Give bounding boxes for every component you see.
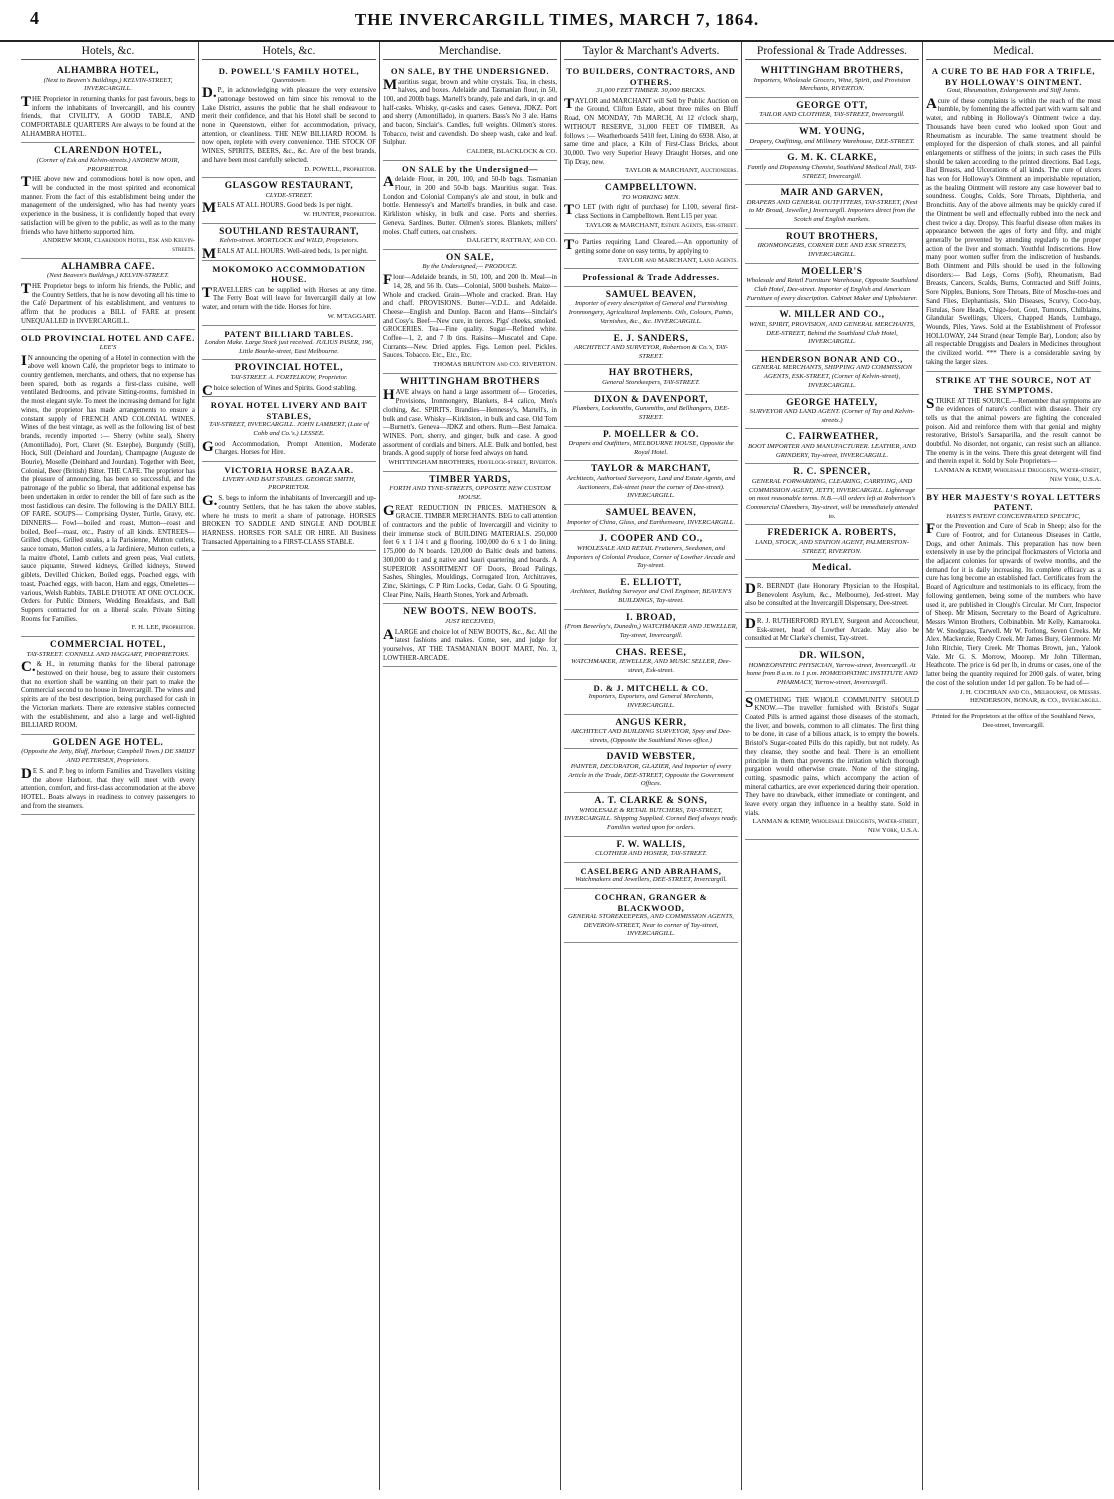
- ad-title: J. COOPER AND CO.,: [599, 534, 703, 545]
- advertisement: [564, 793, 738, 837]
- ad-title: TO BUILDERS, CONTRACTORS, AND OTHERS.: [566, 66, 736, 87]
- ad-title: GEORGE HATELY,: [786, 397, 878, 408]
- page-number: 4: [30, 8, 39, 28]
- advertisement: [564, 837, 738, 863]
- ad-subtitle: WINE, SPIRIT, PROVISION, AND GENERAL MERCHANTS, DEE-STREET, Behind the Southland Club Hotel, INVERCARGILL.: [749, 320, 915, 346]
- ad-body: TAYLOR and MARCHANT will Sell by Public Auction on the Ground, Clifton Estate, about three miles on Bluff Road, ON MONDAY, 7th MARCH, At 12 o'clock sharp, WITHOUT RESERVE, 31,000 FEET OF TIMBER. As follows :— Weatherboards 5410 feet, Lining do 6938. Also, at same time and place, a Kiln of First-Class Bricks, about 30,000. Two very Superior Heavy Draught Horses, and one Tip Dray, new.: [564, 95, 738, 166]
- advertisement: [564, 269, 738, 287]
- ad-body: For the Prevention and Cure of Scab in Sheep; also for the Cure of Footrot, and for Cutaneous Diseases in Cattle, Dogs, and other Animals. This preparation has now been extensively in use by the principal flockmasters of Victoria and the adjacent colonies for upwards of twelve months, and the demand for it is daily increasing. Its complete efficacy as a cure has long become an established fact. Certificates from the Board of Agriculture and testimonials to its efficacy, from the following gentlemen, being some of the numbers who have used it, are published in Clough's Circular. Mr Curr, Inspector of Sheep. Mr Mitson, Secretary to the Board of Agriculture. Messrs Winton Brothers, Colbinabbin. Mr Kelly, Kamarooka. Mr W. Snodgrass, Tarwell. Mr W. Forlong, Seven Creeks. Mr Alex. Mackenzie, Reedy Creek. Mr James Bury, Glenmore. Mr John Ritchie, Tiery Creek. Mr Thomas Brown, jun., Yalook Vale. Mr G. S. Morrow, Moorep. Mr John Tillerman, Heathcote. The price is 6d per lb, in drums or cases, one of the latter being the quantity required for 2000 gals. of water, bring the cost of the solution under 1d per gallon. To be had of—: [926, 521, 1101, 687]
- advertisement: [745, 150, 919, 185]
- ad-subtitle: ARCHITECT AND SURVEYOR, Robertson & Co.'s, TAY-STREET.: [574, 344, 728, 360]
- ad-subtitle: Drapery, Outfitting, and Millinery Warehouse, DEE-STREET.: [749, 137, 915, 145]
- advertisement: [202, 462, 376, 551]
- ad-title: ALHAMBRA HOTEL,: [56, 66, 160, 76]
- ad-subtitle: (From Beverley's, Dunedin,) WATCHMAKER AND JEWELLER, Tay-street, Invercargill.: [564, 623, 738, 640]
- ad-body: Flour—Adelaide brands, in 50, 100, and 200 lb. Meal—in 14, 28, and 56 lb. Oats—Colonial, 5000 bushels. Maize—Whole and cracked. Grain—Whole and cracked. Bran. Hay and chaff. PROVISIONS. Butter—V.D.L. and Adelaide. Cheese—English and Dunlop. Bacon and Hams—Sinclair's and Cosy's. Beef—New cure, in tierces. Pigs' cheeks, smoked. GROCERIES. Tea—Fine quality. Sugar—Refined white. Coffee—1, 2, and 7 lb tins. Raisins—Muscatel and Cape. Currants—New. Dried apples. Figs. Lemon peel. Pickles. Sauces. Tobacco. Etc., Etc., Etc.: [383, 272, 557, 360]
- ad-subtitle: IRONMONGERS, CORNER DEE AND ESK STREETS, INVERCARGILL.: [757, 242, 907, 259]
- advertisement: [21, 735, 195, 815]
- advertisement: [564, 331, 738, 366]
- advertisement: [202, 326, 376, 361]
- ad-title: COCHRAN, GRANGER & BLACKWOOD,: [594, 892, 708, 913]
- column-6: [923, 42, 1104, 1490]
- ad-signature: D. POWELL, Proprietor.: [304, 165, 376, 173]
- ad-signature: THOMAS BRUNTON and CO. RIVERTON.: [433, 361, 557, 369]
- advertisement: [564, 749, 738, 793]
- ad-title: MAIR AND GARVEN,: [780, 188, 884, 199]
- ad-subtitle: CLYDE-STREET.: [265, 191, 313, 199]
- ad-title: E. J. SANDERS,: [613, 333, 689, 344]
- ad-subtitle: 31,000 FEET TIMBER. 30,000 BRICKS.: [596, 87, 706, 94]
- ad-body: MEALS AT ALL HOURS. Well-aired beds, 1s per night.: [202, 246, 368, 263]
- ad-subtitle: Wholesale and Retail Furniture Warehouse, Opposite Southland Club Hotel, Dee-street. Importer of English and American Furniture of every description. Cabinet Maker and Upholsterer.: [746, 277, 918, 302]
- advertisement: [383, 604, 557, 667]
- advertisement: [745, 578, 919, 613]
- advertisement: [202, 397, 376, 462]
- advertisement: [383, 472, 557, 605]
- ad-subtitle: CLOTHIER AND HOSIER, TAY-STREET.: [595, 850, 707, 858]
- ad-body: C.& H., in returning thanks for the liberal patronage bestowed on their house, beg to assure their customers that no exertion shall be wanting on their part to make the Commercial second to no house in Invercargill. The wines and spirits are of the best description, being purchased for cash in the Victorian markets. There are extensive stables connected with the establishment, and also a large and well-lighted BILLIARD ROOM.: [21, 659, 195, 730]
- advertisement: [564, 63, 738, 180]
- ad-signature: W. M'TAGGART.: [327, 312, 376, 320]
- ad-subtitle: PAINTER, DECORATOR, GLAZIER, And Importer of every Article in the Trade, DEE-STREET, Opposite the Government Offices.: [568, 762, 734, 788]
- ad-body: G.S. begs to inform the inhabitants of Invercargill and up-country Settlers, that he has taken the above stables, where he trusts to merit a share of patronage. HORSES BROKEN TO SADDLE AND SINGLE AND DOUBLE HARNESS. HORSES FOR SALE OR HIRE. All Business Transacted Appertaining to a FIRST-CLASS STABLE.: [202, 493, 376, 546]
- ad-title: BY HER MAJESTY'S ROYAL LETTERS PATENT.: [926, 491, 1101, 513]
- newspaper-title: THE INVERCARGILL TIMES, MARCH 7, 1864.: [354, 10, 760, 29]
- ad-title: DR. WILSON,: [799, 651, 865, 662]
- column-2: [199, 42, 380, 1490]
- ad-subtitle: Importers, Exporters, and General Merchants, INVERCARGILL.: [588, 693, 714, 709]
- ad-title: MOELLER'S: [801, 266, 863, 277]
- ad-body: TRAVELLERS can be supplied with Horses at any time. The Ferry Boat will leave for Invercargill daily at low water, and return with the tide. Horses for hire.: [202, 284, 376, 312]
- ad-signature: LANMAN & KEMP, Wholesale Druggists, Water-street, New York, U.S.A.: [752, 818, 919, 835]
- ad-title: Professional & Trade Addresses.: [582, 272, 720, 283]
- ad-signature: DALGETY, RATTRAY, and CO.: [466, 237, 557, 245]
- ad-title: DIXON & DAVENPORT,: [593, 394, 709, 405]
- ad-body: THE Proprietor in returning thanks for past favours, begs to inform the inhabitants of Invercargill, and his country friends, that CIVILITY, A GOOD TABLE, AND COMFORTABLE QUARTERS Are always to be found at the ALHAMBRA HOTEL.: [21, 93, 195, 138]
- ad-title: DAVID WEBSTER,: [606, 752, 696, 763]
- ad-body: THE Proprietor begs to inform his friends, the Public, and the Country Settlers, that he is now devoting all his time to the Café Department of his establishment, and ventures to affirm that he produces a BILL of FARE at present UNEQUALLED in INVERCARGILL.: [21, 280, 195, 325]
- ad-subtitle: LEE'S: [99, 343, 117, 351]
- ad-subtitle: GENERAL STOREKEEPERS, AND COMMISSION AGENTS, DEVERON-STREET, Near to corner of Tay-street, INVERCARGILL.: [568, 913, 734, 938]
- ad-subtitle: Architects, Authorised Surveyors, Land and Estate Agents, and Auctioneers, Esk-street (near the corner of Dee-street). INVERCARGILL.: [566, 474, 736, 500]
- ad-body: Acure of these complaints is within the reach of the most humble, by fomenting the affected part with warm salt and water, and rubbing in Holloway's Ointment twice a day. Thousands have been cured who looked upon Gout and Rheumatism as incurable. The same treatment should be employed for the dispersion of chalk stones, and all painful enlargements or stiffness of the joints; in such cases the Pills should be taken according to the printed directions. Bad Legs, Bad Breasts, and Ulcerations of all kinds. The cure of ulcers has won for Holloway's Ointment an imperishable reputation, as the healing Ointment will restore any case however bad to soundness. Coughs, Colds, Sore Throats, Diphtheria, and Bronchitis. Any of the above ailments may be quickly cured if the Ointment be well and effectually rubbed into the neck and chest twice a day. Dropsy. This fearful disease often makes its appearance between the ages of forty and fifty, and might generally be prevented by attending regularly to the proper action of the liver and stomach. Youthful Indiscretions. How many poor women suffer from the indiscretion of husbands. Both Ointment and Pills should be used in the following disorders:— Bad Legs, Corns (Soft), Rheumatism, Bad Breasts, Cancers, Scalds, Burns, Contracted and Stiff Joints, Sore Nipples, Bunions, Sore Throats, Bite of Mosche-toes and Sand Flies, Elephantiasis, Skin Diseases, Scurvy, Coco-bay, Fistulas, Sore Heads, Chigo-foot, Gout, Tumours, Chilblains, Glandular Swellings, Ulcers, Chapped Hands, Lumbago, Wounds, Piles, Yaws. Sold at the Establishment of Professor HOLLOWAY, 244 Strand (near Temple Bar), London; also by all respectable Druggists and Dealers in Medicines throughout the civilized world. *** There is a considerable saving by taking the larger sizes.: [926, 95, 1101, 366]
- ad-body: Good Accommodation, Prompt Attention, Moderate Charges. Horses for Hire.: [202, 438, 376, 457]
- ad-title: ROYAL HOTEL LIVERY AND BAIT STABLES,: [210, 400, 368, 421]
- ad-title: D. POWELL'S FAMILY HOTEL,: [218, 66, 360, 76]
- printer-imprint: Printed for the Proprietors at the office of the Southland News, Dee-street, Invercargill.: [931, 713, 1096, 729]
- ad-title: ANGUS KERR,: [615, 717, 687, 728]
- ad-subtitle: Architect, Building Surveyor and Civil Engineer, BEAVEN'S BUILDINGS, Tay-street.: [570, 588, 732, 605]
- advertisement: [202, 261, 376, 326]
- ad-subtitle: FORTH AND TYNE-STREETS, OPPOSITE NEW CUSTOM HOUSE.: [389, 485, 551, 501]
- newspaper-columns: [18, 42, 1104, 1490]
- ad-subtitle: WHOLESALE AND RETAIL Fruiterers, Seedsmen, and Importers of Colonial Produce, Corner of Lowther Arcade and Tay-street.: [566, 544, 736, 570]
- ad-signature: CALDER, BLACKLOCK & CO.: [466, 148, 557, 156]
- ad-signature: TAYLOR and MARCHANT, Land Agents.: [617, 256, 738, 264]
- ad-title: G. M. K. CLARKE,: [787, 153, 877, 164]
- ad-subtitle: Kelvin-street. MORTLOCK and WILD, Proprietors.: [219, 237, 359, 245]
- advertisement: [564, 427, 738, 462]
- ad-title: WHITTINGHAM BROTHERS: [400, 376, 540, 387]
- ad-subtitle: Drapers and Outfitters, MELBOURNE HOUSE, Opposite the Royal Hotel.: [568, 440, 734, 456]
- ad-title: ON SALE,: [445, 252, 495, 263]
- ad-subtitle: LAND, STOCK, AND STATION AGENT, PALMERSTON-STREET, RIVERTON.: [755, 538, 909, 555]
- ad-title: ON SALE, BY THE UNDERSIGNED.: [390, 66, 550, 76]
- advertisement: [21, 330, 195, 637]
- ad-title: STRIKE AT THE SOURCE, NOT AT THE SYMPTOMS.: [935, 374, 1092, 395]
- ad-subtitle: (Next Beaven's Buildings,) KELVIN-STREET.: [47, 272, 169, 280]
- advertisement: [926, 489, 1101, 710]
- ad-subtitle: Plumbers, Locksmiths, Gunsmiths, and Bellhangers, DEE-STREET.: [572, 405, 730, 421]
- ad-body: ALARGE and choice lot of NEW BOOTS, &c., &c. All the latest fashions and makes. Come, see, and judge for yourselves, AT THE TASMANIAN BOOT MART, No. 3, LOWTHER-ARCADE.: [383, 626, 557, 662]
- ad-title: A. T. CLARKE & SONS,: [594, 796, 708, 807]
- ad-signature: TAYLOR & MARCHANT, Estate Agents, Esk-street.: [585, 221, 738, 229]
- ad-title: PATENT BILLIARD TABLES.: [224, 328, 354, 339]
- ad-body: IN announcing the opening of a Hotel in connection with the above well known Café, the proprietor begs to intimate to country gentlemen, merchants, and others, that no expense has been spared, both as regards a first-class cuisine, well ventilated Bedrooms, and private Sitting-rooms, furnished in the most elegant style. To meet the increasing demand for light wines, the proprietor has made arrangements to ensure a constant supply of FRENCH AND COLONIAL WINES. Wines of the best vintage, as well as the following list of best brands, recently imported :— Sherry (white seal), Sherry (Amontillado), Port, Claret (St. Estephe), Burgundy (Still), Hock, Still (Deinhard and Jourdan), Champagne (Auguste de Bourie), Moselle (Deinhard and Jourdan). Together with Beer, Colonial, Beer (British) Bitter. THE CAFE. The proprietor has the pleasure of announcing, has been so successful, and the patronage of the public so liberal, that additional expense has been undertaken in order to render the bill of fare such as the most fastidious can desire. The following is the DAILY BILL OF FARE. SOUPS— Comprising Oyster, Turtle, Gravy, etc. DINNERS— Fowl—boiled and roast, Mutton—roast and boiled, Beef—roast, etc., Pastry of all kinds. ENTREES— Grilled chops, Grilled steaks, a la Parisienne, Mutton cutlets, sauce tomato, Mutton cutlets, a la Jardiniere, Mutton cutlets, a la maitre d'hotel, Lamb cutlets and green peas, Veal cutlets, sauce piquante, Stewed kidneys, Grilled kidneys, Stewed giblets, Devilled Chicken, Boiled eggs, Poached eggs, with toast, Poached eggs, with bacon, Ham and eggs, Omelettes—various, Welsh Rabbits. TABLE D'HOTE AT ONE O'CLOCK. Orders for Public Dinners, Wedding Breakfasts, and Ball Suppers contracted for on a liberal scale. Private Sitting Rooms for Families.: [21, 352, 195, 623]
- ad-subtitle: Importers, Wholesale Grocers, Wine, Spirit, and Provision Merchants, RIVERTON.: [753, 76, 911, 93]
- advertisement: [564, 234, 738, 269]
- section-heading: Taylor & Marchant's Adverts.: [564, 44, 738, 60]
- ad-body: To Parties requiring Land Cleared.—An opportunity of getting some done on easy terms, by applying to: [564, 237, 738, 256]
- ad-subtitle: SURVEYOR AND LAND AGENT. (Corner of Tay and Kelvin-streets.): [749, 408, 915, 424]
- ad-subtitle: TO WORKING MEN.: [621, 193, 681, 201]
- advertisement: [564, 365, 738, 391]
- ad-subtitle: London Make. Large Stock just received. JULIUS PASER, 196, Little Bourke-street, East Melbourne.: [204, 339, 374, 355]
- ad-title: FREDERICK A. ROBERTS,: [767, 528, 897, 539]
- advertisement: [564, 180, 738, 234]
- advertisement: [564, 531, 738, 575]
- advertisement: [745, 98, 919, 124]
- ad-title: NEW BOOTS. NEW BOOTS.: [403, 607, 537, 618]
- advertisement: [564, 392, 738, 427]
- advertisement: [745, 692, 919, 840]
- ad-title: MOKOMOKO ACCOMMODATION HOUSE.: [212, 263, 366, 285]
- ad-title: P. MOELLER & CO.: [603, 429, 699, 440]
- ad-subtitle: (Next to Beaven's Buildings,) KELVIN-STREET, INVERCARGILL.: [43, 76, 173, 93]
- ad-body: SOMETHING THE WHOLE COMMUNITY SHOULD KNOW.—The traveller furnished with Bristol's Sugar Coated Pills is armed against those diseases of the stomach, the liver, and bowels, common to all climates. The first thing to be done, in case of a bilious attack, is to empty the bowels. Bristol's Sugar-coated Pills do this rapidly, but not rudely. As they cleanse, they soothe and heal. There is an emollient principle in them that prevents the irritation which thorough purgation would otherwise create. None of the stinging, cutting, spasmodic pains, which accompany the action of mineral cathartics, are ever experienced during their operation. They have no drawback, either immediate or contingent, and leave every organ they influence in a healthy state. Sold in vials.: [745, 694, 919, 817]
- ad-title: D. & J. MITCHELL & CO.: [593, 682, 709, 693]
- column-4: [561, 42, 742, 1490]
- advertisement: [21, 259, 195, 331]
- ad-body: TO LET (with right of purchase) for L100, several first-class Sections in Campbelltown. Rent L15 per year.: [564, 202, 738, 220]
- ad-title: PROVINCIAL HOTEL,: [234, 363, 344, 374]
- ad-subtitle: TAY-STREET, INVERCARGILL. JOHN LAMBERT, (Late of Cobb and Co.'s.) LESSEE.: [209, 421, 369, 438]
- ad-subtitle: BOOT IMPORTER AND MANUFACTURER. LEATHER, AND GRINDERY, Tay-street, INVERCARGILL.: [747, 442, 917, 459]
- ad-body: GREAT REDUCTION IN PRICES. MATHESON & GRACIE. TIMBER MERCHANTS. BEG to call attention of contractors and the public of Invercargill and vicinity to their immense stock of BUILDING MATERIALS. 250,000 feet 6 x 1 1/4 t and g flooring. 100,000 do 6 x 1 do lining. 175,000 do N boards. 120,000 do Baltic deals and battens. 300,000 do t and g native and kauri quartering and boards. A SUPERIOR ASSORTMENT OF Doors, Broad Palings, Sashes, Shingles, Mouldings, Corrugated Iron, Architraves, Zinc, Skirtings, C P Rim Locks, Cedar, Galv. O G Spouting, Clear Pine, Nails, Hearth Stones, York and Arbroath.: [383, 502, 557, 599]
- ad-subtitle: DRAPERS AND GENERAL OUTFITTERS, TAY-STREET, (Next to Mr Broad, Jeweller,) Invercargill. Importers direct from the Scotch and English markets.: [746, 198, 918, 224]
- ad-title: SOUTHLAND RESTAURANT,: [219, 226, 359, 237]
- ad-title: ON SALE by the Undersigned—: [401, 163, 539, 174]
- ad-subtitle: LIVERY AND BAIT STABLES. GEORGE SMITH, PROPRIETOR.: [222, 475, 356, 492]
- column-3: [380, 42, 561, 1490]
- ad-title: TAYLOR & MARCHANT,: [591, 464, 711, 475]
- advertisement: [745, 124, 919, 150]
- advertisement: [21, 143, 195, 258]
- ad-body: STRIKE AT THE SOURCE.—Remember that symptoms are the evidences of nature's conflict with disease. Their cry tells us that the animal powers are fighting the concealed poison. Aid and reinforce them with that genial and mighty restorative, Bristol's Sarsaparilla, and the result cannot be doubtful. No disorder, not organic, can resist such an alliance. The enemy is in the veins. There this great detergent will find and therein expel it. Sold by Sole Proprietors—: [926, 395, 1101, 466]
- ad-body: Mauritius sugar, brown and white crystals. Tea, in chests, halves, and boxes. Adelaide and Tasmanian flour, in 50, 100, and 200lb bags. Martell's brandy, pale and dark, in qr. and half-casks. Whisky, qr-casks and cases. Geneva, JDKZ. Port and sherry (Amontillado), in quarters. Bass's No 3 ale. Hams and bacon, Sinclair's. Candles, full weights. Oilmen's stores. Tobacco, twist and cavendish. Do sheep wash, cake and leaf. Sulphur.: [383, 76, 557, 147]
- advertisement: [564, 505, 738, 531]
- ad-signature: LANMAN & KEMP, Wholesale Druggists, Water-street, New York, U.S.A.: [934, 467, 1101, 483]
- ad-signature: WHITTINGHAM BROTHERS, Havelock-street, Riverton.: [388, 459, 557, 467]
- ad-title: C. FAIRWEATHER,: [785, 432, 879, 443]
- ad-signature: W. HUNTER, Proprietor.: [303, 211, 376, 219]
- advertisement: [564, 461, 738, 505]
- ad-title: TIMBER YARDS,: [429, 474, 511, 485]
- advertisement: [926, 63, 1101, 372]
- ad-subtitle: ARCHITECT AND BUILDING SURVEYOR, Spey and Dee-streets, (Opposite the Southland News office.): [570, 728, 732, 744]
- ad-subtitle: WHOLESALE & RETAIL BUTCHERS, TAY-STREET, INVERCARGILL. Shipping Supplied. Corned Beef always ready. Families waited upon for orders.: [564, 806, 738, 831]
- ad-subtitle: TAY-STREET. A. FORTELKOW, Proprietor.: [230, 373, 348, 381]
- advertisement: [745, 229, 919, 264]
- ad-subtitle: JUST RECEIVED,: [444, 617, 496, 625]
- ad-title: W. MILLER AND CO.,: [779, 310, 885, 321]
- ad-body: Choice selection of Wines and Spirits. Good stabling.: [202, 382, 357, 399]
- advertisement: [202, 360, 376, 397]
- advertisement: [564, 610, 738, 645]
- ad-subtitle: Importer of China, Glass, and Earthenware, INVERCARGILL.: [566, 518, 736, 526]
- advertisement: [745, 264, 919, 308]
- advertisement: [202, 63, 376, 178]
- ad-title: I. BROAD,: [626, 612, 676, 623]
- section-heading: Hotels, &c.: [21, 44, 195, 60]
- ad-subtitle: GENERAL MERCHANTS, SHIPPING AND COMMISSION AGENTS, ESK-STREET, (Corner of Kelvin-street), INVERCARGILL.: [751, 364, 913, 389]
- ad-title: OLD PROVINCIAL HOTEL AND CAFE.: [21, 333, 195, 344]
- advertisement: [564, 715, 738, 750]
- ad-body: D.P., in acknowledging with pleasure the very extensive patronage bestowed on him since his removal to the Lake District, assures the public that he shall endeavour to merit their confidence, and that his Hotel shall be second to none in Queenstown, either for accommodation, privacy, attention, or cleanliness. THE NEW BILLIARD ROOM. Is now open, replete with every convenience. THE STOCK OF WINES, SPIRITS, BEERS, &c., &c. Are of the best brands, and have been most carefully selected.: [202, 85, 376, 164]
- ad-title: WHITTINGHAM BROTHERS,: [760, 66, 904, 76]
- ad-title: GLASGOW RESTAURANT,: [224, 181, 354, 192]
- ad-signature: ANDREW MOIR, Clarendon Hotel, Esk and Kelvin-streets.: [42, 237, 195, 253]
- ad-title: HAY BROTHERS,: [608, 368, 694, 379]
- ad-subtitle: Watchmakers and Jewellers, DEE-STREET, Invercargill.: [575, 876, 727, 884]
- advertisement: [383, 250, 557, 374]
- section-heading: Professional & Trade Addresses.: [745, 44, 919, 60]
- ad-title: CASELBERG AND ABRAHAMS,: [580, 865, 722, 876]
- advertisement: [745, 613, 919, 648]
- ad-body: DR. J. RUTHERFORD RYLEY, Surgeon and Accoucheur, Esk-street, head of Lowther Arcade. May also be consulted at Mr Clarke's chemist, Tay-street.: [745, 615, 919, 643]
- advertisement: [745, 429, 919, 464]
- advertisement: [564, 645, 738, 680]
- ad-subtitle: HOMŒOPATHIC PHYSICIAN, Yarrow-street, Invercargill. At home from 8 a.m. to 1 p.m. HOMŒOPATHIC INSTITUTE AND PHARMACY, Yarrow-street, Invercargill.: [746, 661, 918, 686]
- column-1: [18, 42, 199, 1490]
- ad-title: SAMUEL BEAVEN,: [605, 289, 697, 300]
- ad-subtitle: GENERAL FORWARDING, CLEARING, CARRYING, AND COMMISSION AGENT, JETTY, INVERCARGILL. Lighterage on most reasonable terms. N.B.—All orders left at Robertson's Commercial Chambers, Tay-street, will be immediately attended to.: [746, 477, 918, 520]
- ad-body: DE S. and P. beg to inform Families and Travellers visiting the above Harbour, that they will meet with every attention, comfort, and first-class accommodation at the above HOTEL. Boats always in readiness to convey passengers to and from the steamers.: [21, 765, 195, 810]
- advertisement: [745, 560, 919, 578]
- ad-subtitle: TAY-STREET. CONNELL AND HAGGART, PROPRIETORS.: [26, 650, 190, 658]
- ad-subtitle: By the Undersigned,— PRODUCE.: [422, 263, 518, 271]
- ad-subtitle: General Storekeepers, TAY-STREET.: [602, 378, 700, 386]
- ad-signature: J. H. COCHRAN and Co., Melbourne, or Messrs. HENDERSON, BONAR, & CO., Invercargill.: [959, 688, 1101, 705]
- section-heading: Merchandise.: [383, 44, 557, 60]
- ad-title: CAMPBELLTOWN.: [605, 183, 697, 194]
- masthead: [0, 0, 1114, 42]
- ad-title: VICTORIA HORSE BAZAAR.: [224, 465, 354, 476]
- ad-title: ALHAMBRA CAFE.: [61, 261, 155, 272]
- advertisement: [202, 224, 376, 261]
- ad-title: WM. YOUNG,: [799, 127, 865, 138]
- column-5: [742, 42, 923, 1490]
- ad-subtitle: HAYES'S PATENT CONCENTRATED SPECIFIC,: [946, 512, 1081, 520]
- ad-title: SAMUEL BEAVEN,: [605, 508, 697, 519]
- advertisement: [564, 863, 738, 889]
- ad-title: A CURE TO BE HAD FOR A TRIFLE, BY HOLLOWAY'S OINTMENT.: [931, 66, 1096, 87]
- advertisement: [745, 63, 919, 98]
- ad-title: GOLDEN AGE HOTEL.: [52, 737, 164, 748]
- section-heading: Hotels, &c.: [202, 44, 376, 60]
- advertisement: [202, 178, 376, 224]
- advertisement: [383, 374, 557, 472]
- ad-title: R. C. SPENCER,: [793, 467, 871, 478]
- ad-body: Adelaide Flour, in 200, 100, and 50-lb bags. Tasmanian Flour, in 200 and 50-lb bags. Mauritius sugar. Teas. London and Colonial Company's ale and stout, in bulk and bottle. Hennessy's and Martell's brandies, in bulk and case. Kirkliston whisky, in bulk and case. Ports and sherries. Geneva. Sardines. Butter. Oilmen's stores. Blankets, millers' moles. Chaff cutters, oat crushers.: [383, 174, 557, 236]
- ad-title: F. W. WALLIS,: [616, 839, 686, 850]
- advertisement: [564, 287, 738, 331]
- section-heading: Medical.: [926, 44, 1101, 60]
- ad-body: DR. BERNDT (late Honorary Physician to the Hospital, Benevolent Asylum, &c., Melbourne), Jed-street. May also be consulted at the Invercargill Dispensary, Dee-street.: [745, 580, 919, 608]
- ad-subtitle: Queenstown.: [271, 76, 307, 84]
- ad-title: E. ELLIOTT,: [620, 577, 682, 588]
- advertisement: [21, 637, 195, 735]
- ad-subtitle: (Opposite the Jetty, Bluff, Harbour, Campbell Town.) DE SMIDT AND PETERSEN, Proprietors.: [21, 748, 195, 765]
- advertisement: [745, 648, 919, 692]
- ad-title: CLARENDON HOTEL,: [53, 146, 163, 157]
- ad-title: CHAS. REESE,: [615, 647, 687, 658]
- ad-title: GEORGE OTT,: [796, 100, 868, 111]
- advertisement: [383, 161, 557, 250]
- ad-body: THE above new and commodious hotel is now open, and will be conducted in the most spirited and economical manner. From the fact of this establishment being under the management of the undersigned, who has had twenty years experience in the business, it is confidently hoped that every satisfaction will be given to the public, as well as to the many friends who have hitherto supported him.: [21, 174, 195, 236]
- ad-signature: TAYLOR & MARCHANT, Auctioneers.: [625, 167, 738, 175]
- ad-signature: F. H. LEE, Proprietor.: [131, 624, 195, 632]
- ad-title: HENDERSON BONAR AND CO.,: [761, 353, 903, 364]
- ad-subtitle: (Corner of Esk and Kelvin-streets.) ANDREW MOIR, PROPRIETOR.: [36, 156, 180, 173]
- advertisement: [564, 889, 738, 943]
- ad-subtitle: Gout, Rheumatism, Enlargements and Stiff Joints.: [946, 87, 1081, 94]
- advertisement: [745, 395, 919, 430]
- ad-subtitle: Family and Dispensing Chemist, Southland Medical Hall, TAY-STREET, Invercargill.: [747, 163, 917, 180]
- advertisement: [564, 680, 738, 715]
- ad-body: MEALS AT ALL HOURS. Good beds 1s per night.: [202, 200, 353, 217]
- advertisement: [926, 372, 1101, 489]
- ad-title: Medical.: [812, 563, 852, 574]
- ad-body: HAVE always on hand a large assortment of— Groceries, Provisions, Ironmongery, Blankets, 8-4 calico, Men's clothing, &c. SPIRITS. Brandies—Hennessy's, Martell's, in bulk and case. Whisky—Kirkliston, in bulk and case. Old Tom—Burnett's. Geneva—JDKZ and others. Rum—Best Jamaica. WINES. Port, sherry, and ginger, bulk and case. A good assortment of cordials and bitters. ALE. Bulk and bottled, best brands. A good supply of horse feed always on hand.: [383, 387, 557, 458]
- ad-title: ROUT BROTHERS,: [785, 231, 879, 242]
- advertisement: [745, 351, 919, 395]
- advertisement: [745, 525, 919, 560]
- advertisement: [745, 307, 919, 351]
- ad-title: COMMERCIAL HOTEL,: [50, 640, 166, 651]
- advertisement: [383, 63, 557, 161]
- advertisement: [21, 63, 195, 143]
- advertisement: [745, 185, 919, 229]
- ad-subtitle: WATCHMAKER, JEWELLER, AND MUSIC SELLER, Dee-street, Esk-street.: [571, 658, 731, 674]
- advertisement: [564, 575, 738, 610]
- advertisement: [745, 464, 919, 525]
- ad-subtitle: Importer of every description of General and Furnishing Ironmongery, Agricultural Implements. Oils, Colours, Paints, Varnishes, &c., &c. INVERCARGILL.: [568, 300, 734, 325]
- ad-subtitle: TAILOR AND CLOTHIER, TAY-STREET, Invercargill.: [759, 111, 905, 119]
